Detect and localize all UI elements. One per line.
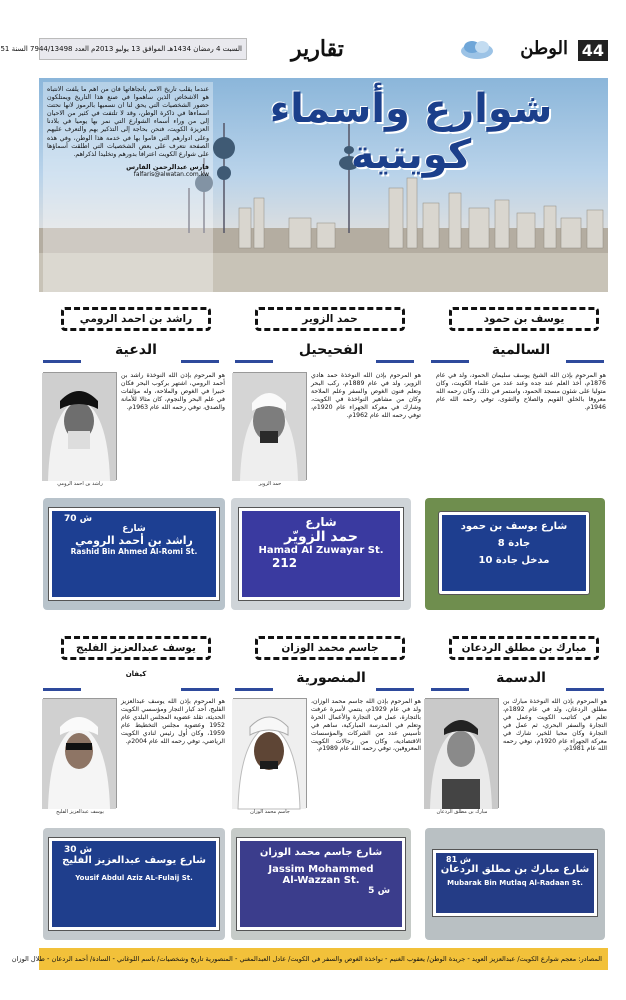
portrait-photo xyxy=(233,372,307,480)
divider xyxy=(566,360,604,363)
cloud-logo-icon xyxy=(458,38,496,60)
sign-number: ش 81 xyxy=(446,855,471,864)
sign-number: 212 xyxy=(272,556,298,570)
photo-caption: يوسف عبدالعزيز الفليج xyxy=(56,809,104,815)
portrait-photo xyxy=(425,698,499,808)
divider xyxy=(43,360,81,363)
street-sign-photo xyxy=(231,498,411,610)
district-label: الدعية xyxy=(115,342,157,358)
name-box: حمد الزوير xyxy=(255,307,405,331)
district-label: الفحيحيل xyxy=(298,342,364,358)
sign-line: شارع xyxy=(305,515,337,529)
sign-line: مدخل جادة 10 xyxy=(478,555,550,566)
intro-text: عندما يقلب تاريخ الامم باتجاهاتها فان من اهم ما يلفت الانتباه هو الاشخاص الذين ساهموا في صنع هذا التاريخ ويمتلكون حضور الشخصيات التي يحق لنا ان نسميها بالرموز لانها نحتت اسماءها في ذاكرة الوطن، وقد لا تلتفت في كثير من الاحيان إلى من وراء أسماء الشوارع التي نمر بها يوميا في بلادنا العزيزة الكويت، فنحن بحاجة إلى التذكير بهم والتعرف عليهم وعلى ادوارهم التي قاموا بها في خدمة هذا الوطن، وفي هذه الصفحة نتعرف على بعض الشخصيات التي اطلقت أسماؤها على شوارع الكويت اعترافا بدورهم وتخليدا لذكراهم. xyxy=(47,86,209,158)
street-sign-photo xyxy=(43,498,225,610)
photo-caption: جاسم محمد الوزان xyxy=(250,809,290,815)
sign-line: شارع xyxy=(122,524,146,534)
divider xyxy=(376,688,414,691)
sign-line: جادة 8 xyxy=(497,538,531,549)
name-box: يوسف بن حمود xyxy=(449,307,599,331)
sign-latin-name: Rashid Bin Ahmed Al-Romi St. xyxy=(70,547,198,556)
divider xyxy=(181,360,219,363)
name-box: راشد بن احمد الرومي xyxy=(61,307,211,331)
sign-latin-name: Hamad Al Zuwayar St. xyxy=(258,545,384,556)
section-title: تقارير xyxy=(291,36,344,62)
sign-number: ش 70 xyxy=(64,514,93,524)
divider xyxy=(43,688,81,691)
sign-arabic-name: شارع يوسف بن حمود xyxy=(460,521,568,532)
page-number: 44 xyxy=(578,40,608,61)
newspaper-logo: الوطن xyxy=(520,38,568,59)
name-box: مبارك بن مطلق الردعان xyxy=(449,636,599,660)
street-sign-photo xyxy=(43,828,225,940)
divider xyxy=(235,688,273,691)
sign-number: ش 30 xyxy=(64,845,93,855)
author-name: فارس عبدالرحمن الفارس xyxy=(126,162,209,171)
district-label: كيفان xyxy=(125,670,147,678)
dateline: السبت 4 رمضان 1434هـ الموافق 13 يوليو 2013م العدد 7944/13498 السنة 51 xyxy=(39,38,247,60)
page-headline: شوارع وأسماء كويتية xyxy=(269,86,553,178)
divider xyxy=(566,688,604,691)
sign-latin-name: Mubarak Bin Mutlaq Al-Radaan St. xyxy=(447,879,583,887)
portrait-photo xyxy=(43,372,117,480)
sign-latin-name: Jassim Mohammed xyxy=(268,864,374,875)
photo-caption: حمد الزوير xyxy=(258,481,282,487)
name-box: يوسف عبدالعزيز الفليج xyxy=(61,636,211,660)
divider xyxy=(376,360,414,363)
district-label: المنصورية xyxy=(296,670,366,686)
divider xyxy=(431,360,469,363)
sign-arabic-name: شارع يوسف عبدالعزيز الفليج xyxy=(62,855,206,866)
sign-latin-name: Yousif Abdul Aziz AL-Fulaij St. xyxy=(75,874,193,882)
photo-caption: راشد بن احمد الرومي xyxy=(57,481,103,487)
bio-text: هو المرحوم بإذن الله النوخذة راشد بن أحمد الرومي، اشتهر بركوب البحر فكان خبيرا في الغوص والملاحة، وله مؤلفات في علم البحر والنجوم، كان مثالا للأمانة والصدق، توفي رحمه الله عام 1963م. xyxy=(121,372,225,411)
sign-arabic-name: شارع مبارك بن مطلق الردعان xyxy=(440,864,590,875)
district-label: السالمية xyxy=(491,342,551,358)
bio-text: هو المرحوم بإذن الله النوخذة حمد هادي الزوير، ولد في عام 1889م، ركب البحر وتعلم فنون الغوص والسفر وعلم الملاحة وكان من مشاهير النواخذة في الكويت، وشارك في معركة الجهراء عام 1920م، توفي رحمه الله عام 1962م. xyxy=(311,372,422,419)
district-label: الدسمة xyxy=(496,670,546,686)
photo-caption: مبارك بن مطلق الردعان xyxy=(436,809,488,815)
divider xyxy=(431,688,469,691)
divider xyxy=(235,360,273,363)
intro-column xyxy=(43,82,213,292)
street-sign-photo xyxy=(425,498,605,610)
sign-arabic-name: حمد الزويّر xyxy=(284,529,358,545)
sign-number: ش 5 xyxy=(368,886,390,896)
sign-arabic-name: شارع جاسم محمد الوزان xyxy=(259,847,383,858)
portrait-photo xyxy=(233,698,307,808)
sources-footer: المصادر: معجم شوارع الكويت/ عبدالعزيز العويد - جريدة الوطن/ يعقوب الغنيم - نواخذة الغوص والسفر في الكويت/ عادل العبدالمغني - المنصورية تاريخ وشخصيات/ باسم اللوغاني - السادة/ أحمد الردعان - طلال الوزان xyxy=(39,948,608,970)
name-box: جاسم محمد الوزان xyxy=(255,636,405,660)
portrait-photo xyxy=(43,698,117,808)
bio-text: هو المرحوم بإذن الله جاسم محمد الوزان، ولد في عام 1929م، ينتمي لأسرة عرفت بالتجارة، عمل في التجارة والأعمال الحرة وتعلم في المدرسة المباركية، ساهم في تأسيس عدد من الشركات والمؤسسات الاقتصادية، وكان من رجالات الكويت المعروفين، توفي رحمه الله عام 1989م. xyxy=(311,698,421,753)
street-sign-photo xyxy=(425,828,605,940)
divider xyxy=(181,688,219,691)
sign-arabic-name: راشد بن أحمد الرومي xyxy=(75,534,193,547)
bio-text: هو المرحوم بإذن الله يوسف عبدالعزيز الفليج، أحد كبار التجار ومؤسسي الكويت الحديثة، تقلد عضوية المجلس البلدي عام 1952 وعضوية مجلس التخطيط عام 1959، وكان أول رئيس لنادي الكويت الرياضي، توفي رحمه الله عام 2004م. xyxy=(121,698,225,745)
sign-latin-name: Al-Wazzan St. xyxy=(282,875,360,886)
bio-text: هو المرحوم بإذن الله الشيخ يوسف سليمان الحمود، ولد في عام 1876م، أخذ العلم عند جده وعند عدد من علماء الكويت، وكان متوليا على شئون مسجد الحمود، واستمر في ذلك، وكان رحمه الله معروفا بالخلق القويم والصلاح والتقوى، توفي رحمه الله عام 1946م. xyxy=(436,372,606,411)
author-email: falfaris@alwatan.com.kw xyxy=(133,170,209,178)
bio-text: هو المرحوم بإذن الله النوخذة مبارك بن مطلق الردعان، ولد في عام 1892م، تعلم في كتاتيب الكويت وعمل في التجارة والسفر البحري، ثم عمل في التجارة وكان محبا للخير، شارك في معركة الجهراء عام 1920م، توفي رحمه الله عام 1981م. xyxy=(503,698,607,753)
street-sign-photo xyxy=(231,828,411,940)
